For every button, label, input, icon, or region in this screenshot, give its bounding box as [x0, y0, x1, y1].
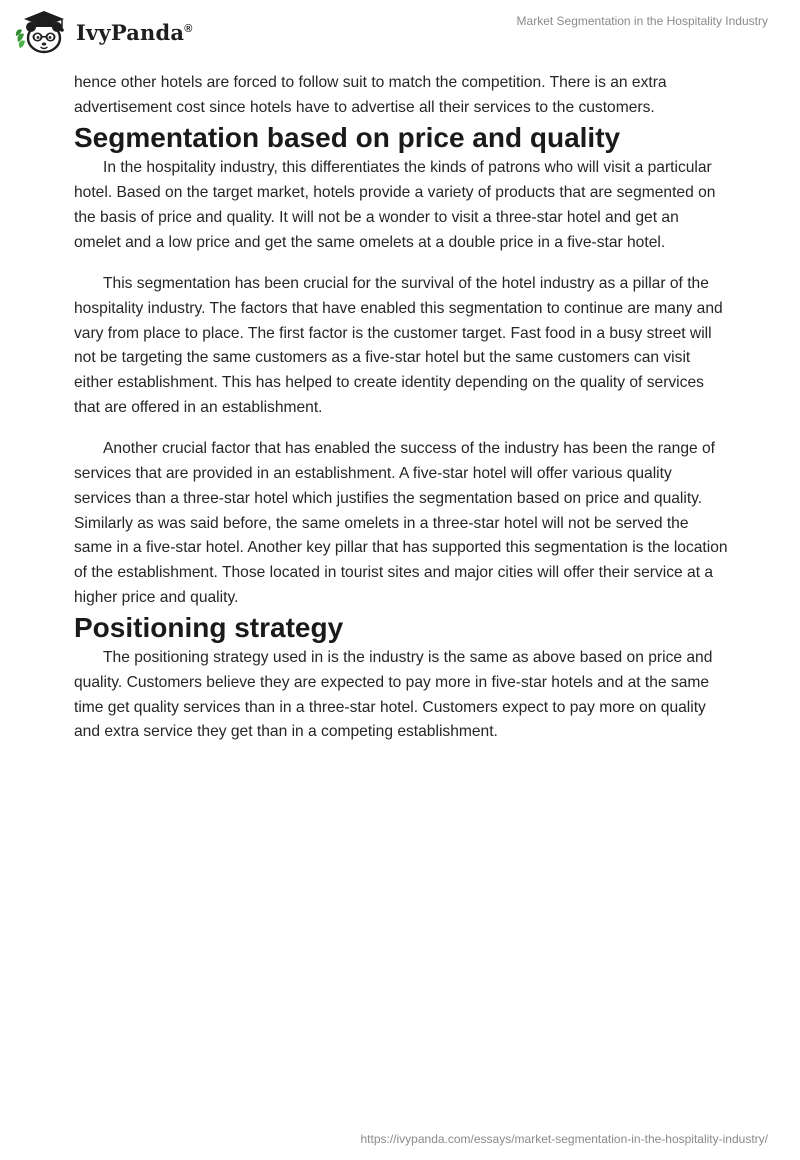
section-heading-positioning: Positioning strategy — [74, 612, 344, 644]
paragraph: The positioning strategy used in is the industry is the same as above based on price and quality. Customers believe they are expected to pay more in five-star hotels and at the same time get quality services than in a three-star hotel. Customers expect to pay more on quality and extra service they get than in a competing establishment. — [74, 649, 713, 741]
paragraph-continuation: hence other hotels are forced to follow suit to match the competition. There is an extra advertisement cost since hotels have to advertise all their services to the customers. — [74, 74, 667, 116]
document-title: Market Segmentation in the Hospitality Industry — [516, 14, 768, 28]
paragraph: This segmentation has been crucial for the survival of the hotel industry as a pillar of the hospitality industry. The factors that have enabled this segmentation to continue are many and vary from place to place. The first factor is the customer target. Fast food in a busy street will not be targeting the same customers as a five-star hotel but the same customers can visit either establishment. This has helped to create identity depending on the quality of services that are offered in an establishment. — [74, 275, 723, 416]
page-header — [0, 0, 800, 70]
ivypanda-logo[interactable] — [14, 8, 194, 56]
article-body — [74, 71, 728, 745]
paragraph: In the hospitality industry, this differentiates the kinds of patrons who will visit a particular hotel. Based on the target market, hotels provide a variety of products that are segmented on the basis of price and quality. It will not be a wonder to visit a three-star hotel and get an omelet and a low price and get the same omelets at a double price in a five-star hotel. — [74, 159, 716, 251]
source-url-link[interactable]: https://ivypanda.com/essays/market-segmentation-in-the-hospitality-industry/ — [360, 1132, 768, 1146]
section-heading-segmentation: Segmentation based on price and quality — [74, 122, 621, 154]
logo-wordmark: IvyPanda® — [76, 19, 193, 45]
panda-graduate-icon — [14, 8, 70, 56]
paragraph: Another crucial factor that has enabled the success of the industry has been the range of services that are provided in an establishment. A five-star hotel will offer various quality services than a three-star hotel which justifies the segmentation based on price and quality. Similarly as was said before, the same omelets in a three-star hotel will not be served the same in a five-star hotel. Another key pillar that has supported this segmentation is the location of the establishment. Those located in tourist sites and major cities will offer their service at a higher price and quality. — [74, 440, 728, 606]
